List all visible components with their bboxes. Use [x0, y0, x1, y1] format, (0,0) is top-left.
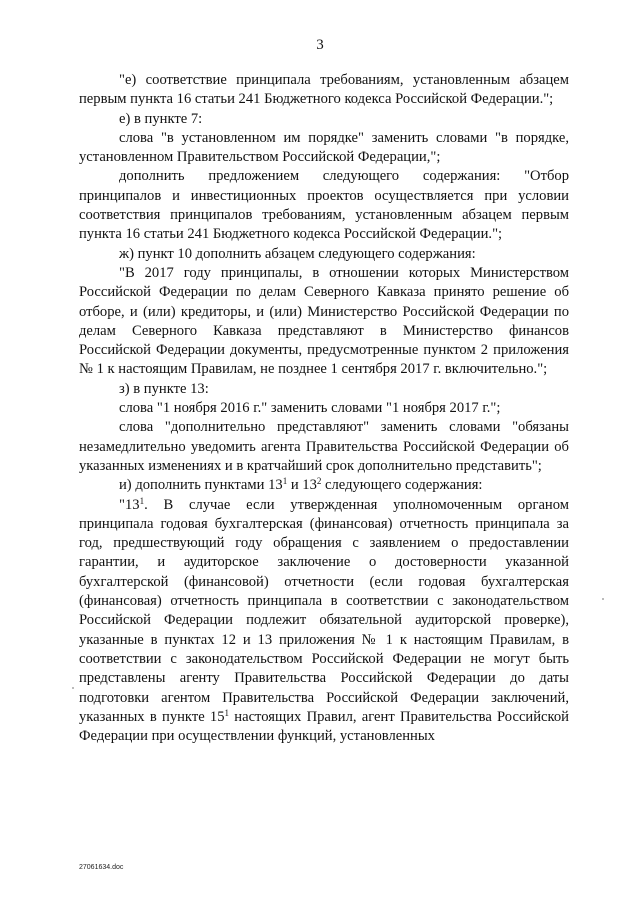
paragraph: дополнить предложением следующего содержания: "Отбор принципалов и инвестиционных проектов осуществляется при условии соответствия принципалов требованиям, установленным абзацем первым пункта 16 статьи 241 Бюджетного кодекса Российской Федерации.";: [79, 168, 569, 243]
text-run: "13: [119, 496, 140, 513]
text-run: следующего содержания:: [321, 477, 483, 494]
page-number: 3: [316, 37, 324, 53]
paragraph-items-13-1-13-2: [79, 476, 569, 495]
paragraph: з) в пункте 13:: [119, 380, 209, 397]
scan-speck: [72, 687, 74, 689]
text-run: настоящих Правил, агент Правительства Российской Федерации при осуществлении функций, установленных: [79, 708, 569, 745]
superscript: 1: [224, 707, 230, 718]
text-run: и 13: [287, 477, 317, 494]
scan-speck: [602, 598, 604, 600]
text-run: и) дополнить пунктами 13: [119, 477, 283, 494]
superscript: 1: [282, 476, 288, 487]
paragraph: е) в пункте 7:: [119, 110, 203, 127]
superscript: 1: [139, 495, 145, 506]
paragraph: "В 2017 году принципалы, в отношении которых Министерством Российской Федерации по делам Северного Кавказа принято решение об отборе, и (или) кредиторы, и (или) Министерство Российской Федерации по делам Северного Кавказа представляют в Министерство финансов Российской Федерации документы, предусмотренные пунктом 2 приложения № 1 к настоящим Правилам, не позднее 1 сентября 2017 г. включительно.";: [79, 264, 569, 378]
paragraph: слова "дополнительно представляют" заменить словами "обязаны незамедлительно уведомить агента Правительства Российской Федерации об указанных изменениях и в кратчайший срок дополнительно представить";: [79, 419, 569, 474]
paragraph-item-13-1: [79, 496, 569, 747]
document-body: [79, 71, 569, 746]
superscript: 2: [316, 476, 322, 487]
paragraph: слова "в установленном им порядке" заменить словами "в порядке, установленном Правительством Российской Федерации,";: [79, 129, 569, 166]
text-run: . В случае если утвержденная уполномоченным органом принципала годовая бухгалтерская (финансовая) отчетность принципала за год, предшествующий году обращения с заявлением о предоставлении гарантии, и аудиторское заключение о достоверности указанной бухгалтерской (финансовой) отчетности (если годовая бухгалтерская (финансовая) отчетность принципала в соответствии с законодательством Российской Федерации подлежит обязательной аудиторской проверке), указанные в пунктах 12 и 13 приложения № 1 к настоящим Правилам, в соответствии с законодательством Российской Федерации не могут быть представлены агенту Правительства Российской Федерации до даты подготовки агентом Правительства Российской Федерации заключений, указанных в пункте 15: [79, 496, 569, 725]
paragraph: "е) соответствие принципала требованиям, установленным абзацем первым пункта 16 статьи 241 Бюджетного кодекса Российской Федерации.";: [79, 72, 569, 108]
paragraph: ж) пункт 10 дополнить абзацем следующего содержания:: [119, 245, 476, 262]
paragraph: слова "1 ноября 2016 г." заменить словами "1 ноября 2017 г.";: [119, 400, 501, 417]
footer-file-name: 27061634.doc: [79, 864, 124, 871]
